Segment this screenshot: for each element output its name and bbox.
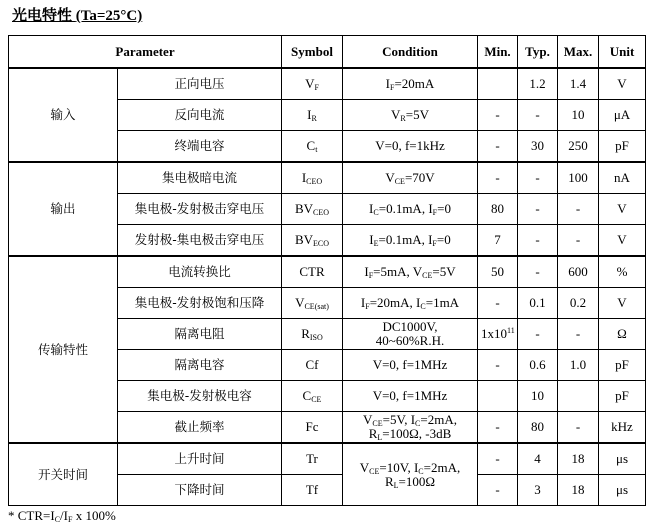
unit-cell: pF xyxy=(599,131,646,163)
group-label: 输入 xyxy=(9,68,118,162)
table-row xyxy=(9,443,646,475)
min-cell xyxy=(478,381,518,412)
condition-cell: $I_E=0.1mA$, $I_F=0$ xyxy=(343,225,478,257)
min-cell: - xyxy=(478,443,518,475)
unit-cell: Ω xyxy=(599,319,646,350)
min-cell: - xyxy=(478,350,518,381)
header-condition: Condition xyxy=(343,36,478,69)
unit-cell: pF xyxy=(599,350,646,381)
max-cell: 100 xyxy=(558,162,599,194)
unit-cell: μs xyxy=(599,475,646,506)
unit-cell: V xyxy=(599,194,646,225)
condition-cell: $V_{CE}=5V$, $I_C=2mA$, $R_L=100\Omega$, -3dB xyxy=(343,412,478,444)
unit-cell: pF xyxy=(599,381,646,412)
min-cell: - xyxy=(478,100,518,131)
table-row xyxy=(9,256,646,288)
min-cell: - xyxy=(478,162,518,194)
condition-cell: $I_F=5mA$, $V_{CE}=5V$ xyxy=(343,256,478,288)
condition-cell: DC1000V, 40~60%R.H. xyxy=(343,319,478,350)
parameter-cell: 下降时间 xyxy=(118,475,282,506)
symbol-cell: Tf xyxy=(282,475,343,506)
max-cell: 250 xyxy=(558,131,599,163)
min-cell: - xyxy=(478,475,518,506)
header-max: Max. xyxy=(558,36,599,69)
header-row xyxy=(9,36,646,69)
symbol-cell: $I_R$ xyxy=(282,100,343,131)
header-typ: Typ. xyxy=(518,36,558,69)
unit-cell: nA xyxy=(599,162,646,194)
max-cell: - xyxy=(558,412,599,444)
condition-cell: $I_F=20mA$ xyxy=(343,68,478,100)
table-row xyxy=(9,68,646,100)
condition-cell: $V_{CE}=70V$ xyxy=(343,162,478,194)
unit-cell: μA xyxy=(599,100,646,131)
unit-cell: μs xyxy=(599,443,646,475)
typ-cell: - xyxy=(518,225,558,257)
title-text: 光电特性 xyxy=(12,6,73,24)
typ-cell: 1.2 xyxy=(518,68,558,100)
header-min: Min. xyxy=(478,36,518,69)
parameter-cell: 隔离电阻 xyxy=(118,319,282,350)
max-cell: - xyxy=(558,194,599,225)
max-cell: 0.2 xyxy=(558,288,599,319)
min-cell xyxy=(478,68,518,100)
typ-cell: - xyxy=(518,100,558,131)
unit-cell: V xyxy=(599,68,646,100)
condition-cell: $I_F=20mA$, $I_C=1mA$ xyxy=(343,288,478,319)
typ-cell: 4 xyxy=(518,443,558,475)
parameter-cell: 电流转换比 xyxy=(118,256,282,288)
min-cell: 50 xyxy=(478,256,518,288)
parameter-cell: 上升时间 xyxy=(118,443,282,475)
max-cell: - xyxy=(558,225,599,257)
spec-table xyxy=(8,35,646,506)
condition-cell: $V_R=5V$ xyxy=(343,100,478,131)
condition-cell: $I_C=0.1mA$, $I_F=0$ xyxy=(343,194,478,225)
group-label: 传输特性 xyxy=(9,256,118,443)
max-cell: 18 xyxy=(558,443,599,475)
header-symbol: Symbol xyxy=(282,36,343,69)
symbol-cell: $BV_{ECO}$ xyxy=(282,225,343,257)
parameter-cell: 终端电容 xyxy=(118,131,282,163)
header-unit: Unit xyxy=(599,36,646,69)
min-cell: $1x10^{11}$ xyxy=(478,319,518,350)
unit-cell: kHz xyxy=(599,412,646,444)
min-cell: - xyxy=(478,412,518,444)
max-cell: 1.0 xyxy=(558,350,599,381)
parameter-cell: 集电极暗电流 xyxy=(118,162,282,194)
typ-cell: - xyxy=(518,162,558,194)
symbol-cell: $C_{CE}$ xyxy=(282,381,343,412)
condition-cell: V=0, f=1MHz xyxy=(343,350,478,381)
symbol-cell: Cf xyxy=(282,350,343,381)
footnote: * $CTR=I_C/I_F$ x 100% xyxy=(8,508,116,524)
typ-cell: 10 xyxy=(518,381,558,412)
parameter-cell: 反向电流 xyxy=(118,100,282,131)
parameter-cell: 截止频率 xyxy=(118,412,282,444)
symbol-cell: Tr xyxy=(282,443,343,475)
symbol-cell: $V_F$ xyxy=(282,68,343,100)
max-cell xyxy=(558,381,599,412)
parameter-cell: 正向电压 xyxy=(118,68,282,100)
header-parameter: Parameter xyxy=(9,36,282,69)
unit-cell: V xyxy=(599,225,646,257)
typ-cell: 3 xyxy=(518,475,558,506)
symbol-cell: Fc xyxy=(282,412,343,444)
typ-cell: 80 xyxy=(518,412,558,444)
condition-cell: V=0, f=1MHz xyxy=(343,381,478,412)
symbol-cell: $R_{ISO}$ xyxy=(282,319,343,350)
symbol-cell: $BV_{CEO}$ xyxy=(282,194,343,225)
symbol-cell: CTR xyxy=(282,256,343,288)
typ-cell: 30 xyxy=(518,131,558,163)
spec-body xyxy=(9,68,646,506)
max-cell: 18 xyxy=(558,475,599,506)
symbol-cell: $V_{CE(sat)}$ xyxy=(282,288,343,319)
parameter-cell: 隔离电容 xyxy=(118,350,282,381)
symbol-cell: $I_{CEO}$ xyxy=(282,162,343,194)
max-cell: 1.4 xyxy=(558,68,599,100)
parameter-cell: 集电极-发射极电容 xyxy=(118,381,282,412)
group-label: 输出 xyxy=(9,162,118,256)
max-cell: 10 xyxy=(558,100,599,131)
max-cell: 600 xyxy=(558,256,599,288)
typ-cell: - xyxy=(518,319,558,350)
min-cell: 80 xyxy=(478,194,518,225)
group-label: 开关时间 xyxy=(9,443,118,506)
section-title xyxy=(12,4,142,25)
min-cell: 7 xyxy=(478,225,518,257)
condition-cell: $V_{CE}=10V$, $I_C=2mA$, $R_L=100\Omega$ xyxy=(343,443,478,506)
parameter-cell: 集电极-发射极饱和压降 xyxy=(118,288,282,319)
unit-cell: % xyxy=(599,256,646,288)
title-condition: (Ta=25°C) xyxy=(75,8,143,24)
typ-cell: 0.6 xyxy=(518,350,558,381)
typ-cell: 0.1 xyxy=(518,288,558,319)
condition-cell: V=0, f=1kHz xyxy=(343,131,478,163)
symbol-cell: $C_t$ xyxy=(282,131,343,163)
parameter-cell: 集电极-发射极击穿电压 xyxy=(118,194,282,225)
max-cell: - xyxy=(558,319,599,350)
typ-cell: - xyxy=(518,194,558,225)
unit-cell: V xyxy=(599,288,646,319)
min-cell: - xyxy=(478,131,518,163)
min-cell: - xyxy=(478,288,518,319)
parameter-cell: 发射极-集电极击穿电压 xyxy=(118,225,282,257)
table-row xyxy=(9,162,646,194)
typ-cell: - xyxy=(518,256,558,288)
